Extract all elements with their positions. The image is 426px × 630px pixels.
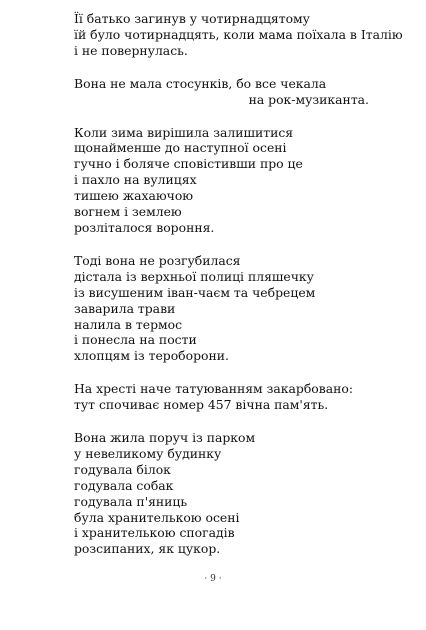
stanza-1 xyxy=(74,11,403,59)
page-number: · 9 · xyxy=(204,574,222,584)
poem-line: хлопцям із тероборони. xyxy=(74,348,229,364)
poem-line: налила в термос xyxy=(74,316,183,332)
stanza-5 xyxy=(74,381,374,413)
poem-line: годувала п'яниць xyxy=(74,493,188,509)
stanza-4 xyxy=(74,253,374,364)
poem-line: вогнем і землею xyxy=(74,204,182,220)
poem-line: годувала собак xyxy=(74,477,174,493)
poem-line: і понесла на пости xyxy=(74,332,197,348)
poem-line: Її батько загинув у чотирнадцятому xyxy=(74,11,310,26)
poem-body xyxy=(74,11,403,574)
poem-line: На хресті наче татуюванням закарбовано: xyxy=(74,381,354,397)
stanza-6 xyxy=(74,430,374,557)
poem-line: розліталося вороння. xyxy=(74,219,215,235)
poem-line: і пахло на вулицях xyxy=(74,172,197,188)
poem-line: Вона не мала стосунків, бо все чекала xyxy=(74,75,327,91)
poem-line: дістала із верхньої полиці пляшечку xyxy=(74,268,314,284)
poem-line: годувала білок xyxy=(74,461,171,477)
poem-line: і хранителькою спогадів xyxy=(74,525,235,541)
stanza-2 xyxy=(74,76,374,108)
poem-line: Вона жила поруч із парком xyxy=(74,430,256,446)
poem-line: і не повернулась. xyxy=(74,42,188,58)
poem-line: Коли зима вирішила залишитися xyxy=(74,124,294,140)
poem-line: гучно і боляче сповістивши про це xyxy=(74,156,303,172)
stanza-3 xyxy=(74,125,374,236)
poem-line: Тоді вона не розгубилася xyxy=(74,252,241,268)
poem-line: тут спочиває номер 457 вічна пам'ять. xyxy=(74,397,329,413)
poem-line-right-aligned: на рок-музиканта. xyxy=(248,91,369,107)
poem-line: у невеликому будинку xyxy=(74,445,222,461)
poem-line: розсипаних, як цукор. xyxy=(74,541,221,557)
poem-line: тишею жахаючою xyxy=(74,188,194,204)
poem-line: щонайменше до наступної осені xyxy=(74,140,287,156)
poem-line: була хранителькою осені xyxy=(74,509,240,525)
poem-line: із висушеним іван-чаєм та чебрецем xyxy=(74,284,316,300)
poem-line: заварила трави xyxy=(74,300,176,316)
poem-line: їй було чотирнадцять, коли мама поїхала в Італію xyxy=(74,26,403,42)
